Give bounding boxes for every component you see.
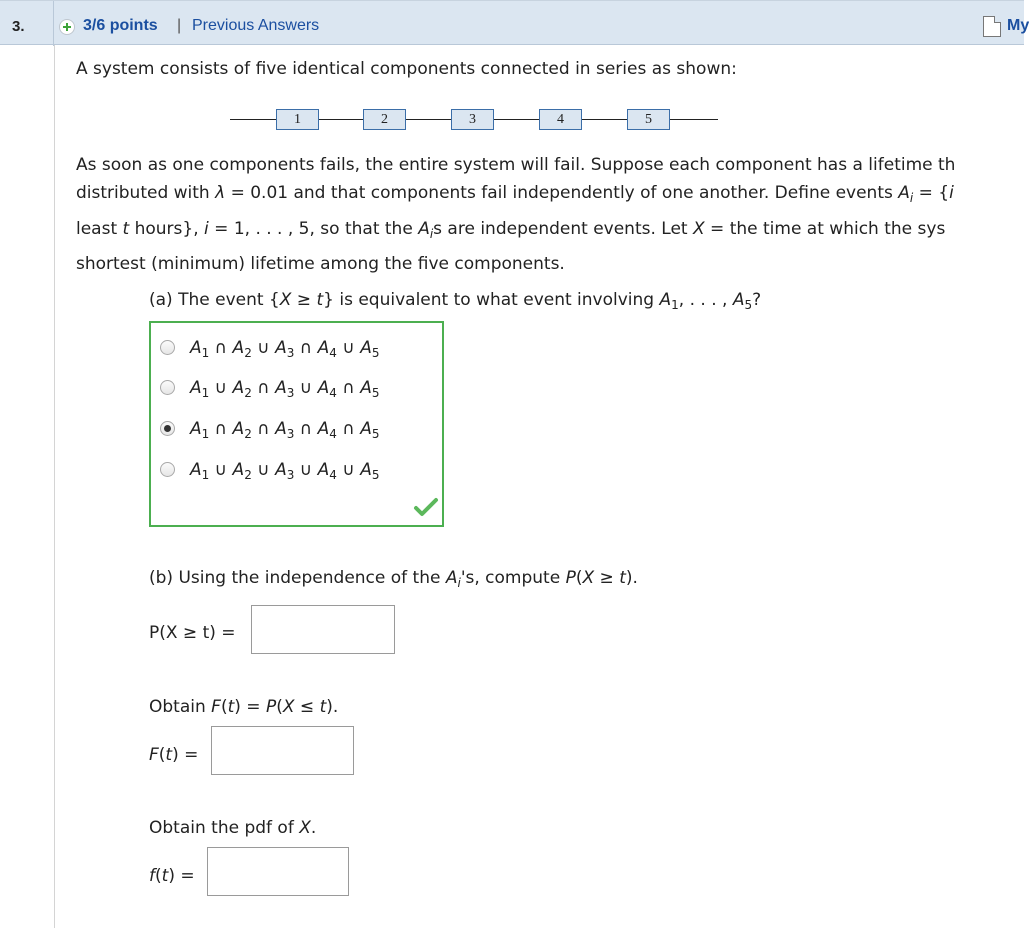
- part-b-label: P(X ≥ t) =: [149, 623, 236, 643]
- part-d-prompt: Obtain the pdf of X.: [149, 818, 317, 838]
- part-b-prompt: (b) Using the independence of the $A_i's$, compute P(X ≥ t).: [149, 568, 638, 590]
- expand-plus-icon[interactable]: [59, 19, 75, 35]
- correct-check-icon: [414, 497, 438, 517]
- part-a-prompt: (a) The event {X ≥ t} is equivalent to what event involving $A_1$, . . . , $A_5$?: [149, 290, 762, 312]
- series-diagram: [230, 109, 720, 131]
- part-c-label: F(t) =: [149, 745, 199, 765]
- paragraph-line-4: shortest (minimum) lifetime among the five components.: [76, 254, 565, 274]
- option-label-3[interactable]: $A_1$ ∩ $A_2$ ∩ $A_3$ ∩ $A_4$ ∩ $A_5$: [190, 419, 380, 441]
- notes-document-icon[interactable]: [983, 16, 1001, 37]
- diagram-wire: [406, 119, 451, 120]
- option-label-4[interactable]: $A_1$ ∪ $A_2$ ∪ $A_3$ ∪ $A_4$ ∪ $A_5$: [190, 460, 380, 482]
- my-notes-link[interactable]: My: [1007, 17, 1029, 34]
- diagram-wire: [319, 119, 363, 120]
- part-b-answer-input[interactable]: [251, 605, 395, 654]
- diagram-wire: [670, 119, 718, 120]
- part-d-label: f(t) =: [149, 866, 195, 886]
- points-score: 3/6 points: [83, 17, 158, 34]
- option-radio-1[interactable]: [160, 340, 175, 355]
- option-radio-2[interactable]: [160, 380, 175, 395]
- option-label-1[interactable]: $A_1$ ∩ $A_2$ ∪ $A_3$ ∩ $A_4$ ∪ $A_5$: [190, 338, 380, 360]
- paragraph-line-3: least t hours}, i = 1, . . . , 5, so that the $A_is$ are independent events. Let X = the time at which the sys: [76, 219, 946, 241]
- component-box-1: 1: [276, 109, 319, 130]
- paragraph-line-2: distributed with λ = 0.01 and that components fail independently of one another. Define events $A_i = \{i$: [76, 183, 954, 205]
- option-radio-4[interactable]: [160, 462, 175, 477]
- question-intro: A system consists of five identical components connected in series as shown:: [76, 59, 737, 79]
- component-box-3: 3: [451, 109, 494, 130]
- part-d-answer-input[interactable]: [207, 847, 349, 896]
- question-number: 3.: [0, 1, 54, 46]
- option-radio-3-selected[interactable]: [160, 421, 175, 436]
- header-separator: |: [177, 17, 182, 34]
- question-header: [0, 0, 1029, 45]
- paragraph-line-1: As soon as one components fails, the entire system will fail. Suppose each component has a lifetime th: [76, 155, 956, 175]
- component-box-4: 4: [539, 109, 582, 130]
- option-label-2[interactable]: $A_1$ ∪ $A_2$ ∩ $A_3$ ∪ $A_4$ ∩ $A_5$: [190, 378, 380, 400]
- diagram-wire: [582, 119, 627, 120]
- part-c-answer-input[interactable]: [211, 726, 354, 775]
- diagram-wire: [230, 119, 276, 120]
- previous-answers-link[interactable]: Previous Answers: [192, 17, 320, 34]
- part-c-prompt: Obtain F(t) = P(X ≤ t).: [149, 697, 339, 717]
- component-box-5: 5: [627, 109, 670, 130]
- left-divider: [54, 45, 55, 928]
- component-box-2: 2: [363, 109, 406, 130]
- diagram-wire: [494, 119, 539, 120]
